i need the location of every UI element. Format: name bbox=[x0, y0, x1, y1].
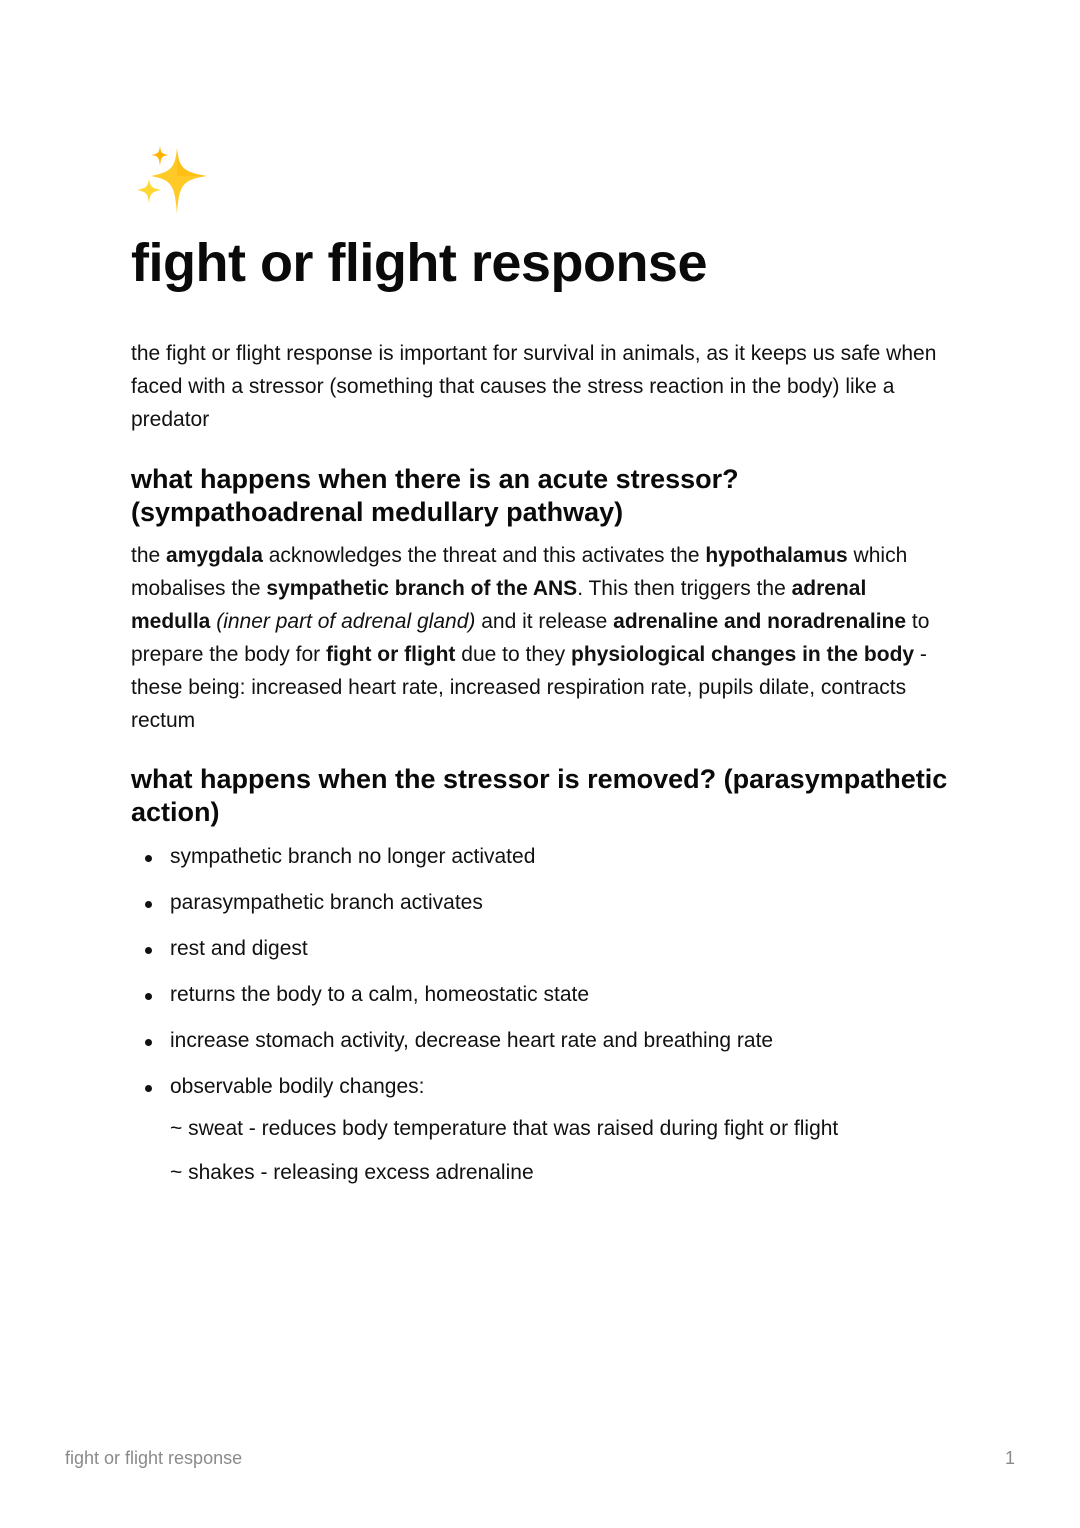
bold-term-amygdala: amygdala bbox=[166, 544, 263, 567]
list-item-text: parasympathetic branch activates bbox=[170, 891, 483, 914]
list-item-text: rest and digest bbox=[170, 937, 308, 960]
text-run: - these being: increased heart rate, increased respiration rate, pupils dilate, contracts rectum bbox=[131, 643, 927, 732]
acute-stressor-paragraph bbox=[131, 539, 951, 737]
bullet-icon bbox=[145, 1085, 152, 1092]
bullet-icon bbox=[145, 993, 152, 1000]
section-heading-acute-stressor bbox=[131, 463, 961, 529]
section-heading-stressor-removed: what happens when the stressor is removed? (parasympathetic action) bbox=[131, 764, 948, 827]
bold-term-adrenal-medulla: adrenal medulla bbox=[131, 577, 867, 633]
parasympathetic-list bbox=[131, 840, 951, 1116]
text-run: to prepare the body for bbox=[131, 610, 930, 666]
text-run: the bbox=[131, 544, 167, 567]
sub-item-sweat: ~ sweat - reduces body temperature that was raised during fight or flight bbox=[170, 1117, 839, 1140]
heading-line: (sympathoadrenal medullary pathway) bbox=[131, 497, 624, 527]
text-run: and it release bbox=[475, 610, 614, 633]
sparkles-icon bbox=[131, 140, 211, 220]
bold-term-physiological-changes: physiological changes in the body bbox=[571, 643, 915, 666]
bullet-icon bbox=[145, 901, 152, 908]
list-item bbox=[131, 1024, 951, 1070]
list-item-text: increase stomach activity, decrease heart rate and breathing rate bbox=[170, 1029, 774, 1052]
bullet-icon bbox=[145, 1039, 152, 1046]
text-run: . This then triggers the bbox=[577, 577, 792, 600]
list-item bbox=[131, 886, 951, 932]
italic-note: (inner part of adrenal gland) bbox=[216, 610, 476, 633]
list-item bbox=[131, 1070, 951, 1116]
bold-term-sympathetic-branch: sympathetic branch of the ANS bbox=[266, 577, 578, 600]
heading-line: what happens when there is an acute stressor? bbox=[131, 464, 739, 494]
list-item bbox=[131, 932, 951, 978]
list-item-text: observable bodily changes: bbox=[170, 1075, 425, 1098]
text-run: which mobalises the bbox=[131, 544, 908, 600]
bold-term-hormones: adrenaline and noradrenaline bbox=[613, 610, 907, 633]
list-item-text: sympathetic branch no longer activated bbox=[170, 845, 536, 868]
list-item-text: returns the body to a calm, homeostatic state bbox=[170, 983, 590, 1006]
intro-paragraph: the fight or flight response is important for survival in animals, as it keeps us safe when faced with a stressor (something that causes the stress reaction in the body) like a predator bbox=[131, 342, 937, 431]
page-title: fight or flight response bbox=[131, 233, 707, 293]
bullet-icon bbox=[145, 947, 152, 954]
footer-title: fight or flight response bbox=[65, 1448, 243, 1468]
list-item bbox=[131, 978, 951, 1024]
bullet-icon bbox=[145, 855, 152, 862]
text-run: due to they bbox=[455, 643, 572, 666]
bold-term-hypothalamus: hypothalamus bbox=[705, 544, 848, 567]
text-run: acknowledges the threat and this activates the bbox=[262, 544, 706, 567]
list-item bbox=[131, 840, 951, 886]
page-number: 1 bbox=[1004, 1448, 1015, 1468]
bold-term-fight-or-flight: fight or flight bbox=[325, 643, 456, 666]
sub-item-shakes: ~ shakes - releasing excess adrenaline bbox=[170, 1161, 534, 1184]
